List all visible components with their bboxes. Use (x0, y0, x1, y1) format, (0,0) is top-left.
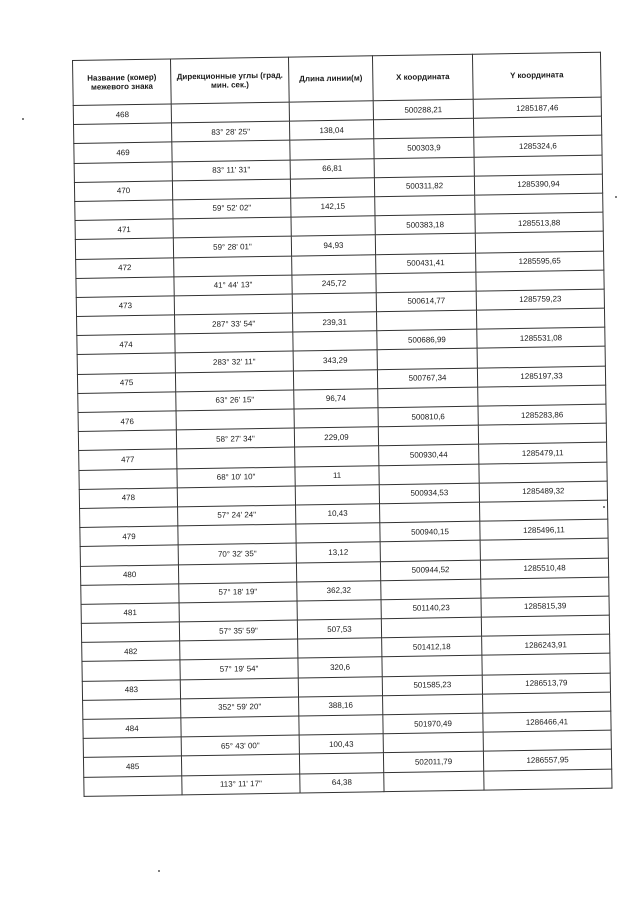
angle-empty (173, 217, 291, 238)
y-coordinate: 1285531,08 (477, 327, 605, 348)
y-coordinate: 1285489,32 (479, 481, 607, 502)
line-length: 64,38 (300, 772, 384, 793)
name-empty (74, 162, 172, 183)
document-sheet (72, 52, 612, 820)
y-empty (476, 308, 604, 329)
name-empty (78, 392, 176, 413)
y-coordinate: 1285283,86 (478, 404, 606, 425)
x-coordinate: 500930,44 (379, 445, 479, 466)
point-name: 483 (82, 680, 180, 701)
x-empty (376, 272, 476, 293)
angle-empty (178, 563, 296, 584)
x-empty (374, 157, 474, 178)
x-empty (375, 233, 475, 254)
x-coordinate: 500934,53 (379, 483, 479, 504)
name-empty (79, 468, 177, 489)
x-empty (380, 540, 480, 561)
point-name: 474 (77, 334, 175, 355)
point-name: 477 (79, 449, 177, 470)
line-length: 320,6 (298, 657, 382, 678)
direction-angle: 83° 28' 25" (172, 121, 290, 142)
y-empty (481, 615, 609, 636)
line-length: 362,32 (297, 580, 381, 601)
point-name: 484 (83, 718, 181, 739)
angle-empty (176, 409, 294, 430)
name-empty (81, 584, 179, 605)
angle-empty (175, 332, 293, 353)
y-empty (480, 538, 608, 559)
direction-angle: 57° 35' 59" (179, 620, 297, 641)
angle-empty (177, 486, 295, 507)
scan-speck (158, 870, 160, 872)
x-coordinate: 500431,41 (376, 253, 476, 274)
name-empty (83, 737, 181, 758)
x-empty (382, 656, 482, 677)
y-empty (482, 654, 610, 675)
boundary-coordinates-table (72, 52, 613, 797)
x-coordinate: 500614,77 (376, 291, 476, 312)
y-empty (478, 423, 606, 444)
y-coordinate: 1285496,11 (480, 519, 608, 540)
x-coordinate: 500767,34 (377, 368, 477, 389)
name-empty (75, 200, 173, 221)
header-name: Название (комер) межевого знака (73, 59, 172, 106)
direction-angle: 63° 26' 15" (176, 390, 294, 411)
x-coordinate: 501412,18 (382, 636, 482, 657)
angle-empty (172, 179, 290, 200)
point-name: 471 (75, 219, 173, 240)
x-empty (383, 694, 483, 715)
x-empty (377, 349, 477, 370)
table-body (73, 97, 612, 796)
y-empty (479, 500, 607, 521)
y-coordinate: 1285479,11 (479, 443, 607, 464)
x-empty (375, 195, 475, 216)
direction-angle: 59° 52' 02" (173, 198, 291, 219)
x-empty (376, 310, 476, 331)
x-empty (380, 502, 480, 523)
angle-empty (177, 447, 295, 468)
scan-speck (615, 196, 617, 198)
y-empty (483, 692, 611, 713)
point-name: 469 (74, 142, 172, 163)
x-coordinate: 500810,6 (378, 406, 478, 427)
length-empty (293, 331, 377, 352)
direction-angle: 57° 18' 19" (179, 582, 297, 603)
line-length: 142,15 (291, 197, 375, 218)
name-empty (77, 353, 175, 374)
name-empty (83, 699, 181, 720)
direction-angle: 352° 59' 20" (181, 697, 299, 718)
angle-empty (181, 754, 299, 775)
name-empty (78, 430, 176, 451)
angle-empty (171, 102, 289, 123)
length-empty (292, 254, 376, 275)
y-empty (479, 462, 607, 483)
angle-empty (181, 716, 299, 737)
name-empty (76, 277, 174, 298)
direction-angle: 41° 44' 13" (174, 275, 292, 296)
direction-angle: 58° 27' 34" (176, 428, 294, 449)
y-coordinate: 1285759,23 (476, 289, 604, 310)
name-empty (80, 507, 178, 528)
angle-empty (180, 639, 298, 660)
y-coordinate: 1285513,88 (475, 212, 603, 233)
point-name: 475 (77, 373, 175, 394)
point-name: 472 (76, 257, 174, 278)
y-coordinate: 1286513,79 (482, 673, 610, 694)
angle-empty (174, 294, 292, 315)
name-empty (82, 660, 180, 681)
header-x: X координата (372, 54, 473, 101)
y-coordinate: 1285595,65 (476, 251, 604, 272)
angle-empty (179, 601, 297, 622)
x-empty (383, 732, 483, 753)
direction-angle: 57° 19' 54" (180, 658, 298, 679)
y-empty (481, 577, 609, 598)
header-y: Y координата (472, 52, 601, 99)
line-length: 343,29 (293, 350, 377, 371)
x-empty (384, 771, 484, 792)
length-empty (299, 715, 383, 736)
name-empty (81, 622, 179, 643)
y-empty (477, 347, 605, 368)
x-empty (378, 425, 478, 446)
x-coordinate: 500944,52 (380, 560, 480, 581)
direction-angle: 83° 11' 31" (172, 160, 290, 181)
x-coordinate: 500303,9 (374, 138, 474, 159)
length-empty (298, 638, 382, 659)
length-empty (297, 600, 381, 621)
length-empty (293, 369, 377, 390)
y-coordinate: 1286243,91 (482, 634, 610, 655)
point-name: 473 (76, 296, 174, 317)
direction-angle: 283° 32' 11" (175, 352, 293, 373)
length-empty (290, 178, 374, 199)
x-coordinate: 501140,23 (381, 598, 481, 619)
angle-empty (172, 140, 290, 161)
y-coordinate: 1286557,95 (483, 749, 611, 770)
length-empty (292, 293, 376, 314)
line-length: 239,31 (293, 312, 377, 333)
x-coordinate: 500686,99 (377, 329, 477, 350)
point-name: 485 (83, 756, 181, 777)
line-length: 245,72 (292, 273, 376, 294)
name-empty (77, 315, 175, 336)
point-name: 482 (82, 641, 180, 662)
point-name: 479 (80, 526, 178, 547)
y-coordinate: 1285197,33 (477, 366, 605, 387)
line-length: 100,43 (299, 734, 383, 755)
line-length: 13,12 (296, 542, 380, 563)
point-name: 480 (80, 564, 178, 585)
y-coordinate: 1285187,46 (473, 97, 601, 118)
point-name: 476 (78, 411, 176, 432)
length-empty (296, 561, 380, 582)
y-empty (478, 385, 606, 406)
x-empty (381, 617, 481, 638)
line-length: 66,81 (290, 158, 374, 179)
y-empty (484, 769, 612, 790)
length-empty (291, 216, 375, 237)
y-empty (473, 116, 601, 137)
name-empty (74, 123, 172, 144)
angle-empty (175, 371, 293, 392)
length-empty (289, 101, 373, 122)
x-coordinate: 500288,21 (373, 99, 473, 120)
line-length: 138,04 (289, 120, 373, 141)
x-coordinate: 500311,82 (374, 176, 474, 197)
point-name: 478 (79, 488, 177, 509)
length-empty (296, 523, 380, 544)
y-empty (475, 231, 603, 252)
direction-angle: 113° 11' 17" (182, 774, 300, 795)
x-coordinate: 501585,23 (382, 675, 482, 696)
scan-speck (22, 118, 24, 120)
point-name: 470 (74, 181, 172, 202)
x-empty (379, 464, 479, 485)
y-coordinate: 1285324,6 (474, 136, 602, 157)
line-length: 94,93 (291, 235, 375, 256)
angle-empty (178, 524, 296, 545)
line-length: 388,16 (299, 696, 383, 717)
x-coordinate: 501970,49 (383, 713, 483, 734)
length-empty (294, 408, 378, 429)
length-empty (295, 446, 379, 467)
line-length: 229,09 (294, 427, 378, 448)
y-empty (475, 193, 603, 214)
y-coordinate: 1285815,39 (481, 596, 609, 617)
y-coordinate: 1285390,94 (474, 174, 602, 195)
length-empty (290, 139, 374, 160)
point-name: 481 (81, 603, 179, 624)
name-empty (75, 238, 173, 259)
y-empty (476, 270, 604, 291)
direction-angle: 287° 33' 54" (175, 313, 293, 334)
name-empty (84, 775, 182, 796)
header-length: Длина линии(м) (288, 56, 373, 102)
x-coordinate: 500383,18 (375, 214, 475, 235)
length-empty (299, 753, 383, 774)
direction-angle: 68° 10' 10" (177, 467, 295, 488)
angle-empty (174, 256, 292, 277)
scan-speck (603, 506, 605, 508)
direction-angle: 65° 43' 00" (181, 735, 299, 756)
x-empty (381, 579, 481, 600)
line-length: 507,53 (297, 619, 381, 640)
point-name: 468 (73, 104, 171, 125)
length-empty (295, 484, 379, 505)
x-empty (378, 387, 478, 408)
name-empty (80, 545, 178, 566)
header-angle: Дирекционные углы (град. мин. сек.) (170, 57, 289, 104)
y-coordinate: 1285510,48 (480, 558, 608, 579)
line-length: 96,74 (294, 389, 378, 410)
x-coordinate: 500940,15 (380, 521, 480, 542)
angle-empty (180, 678, 298, 699)
x-coordinate: 502011,79 (383, 751, 483, 772)
line-length: 11 (295, 465, 379, 486)
x-empty (373, 118, 473, 139)
y-empty (474, 155, 602, 176)
line-length: 10,43 (296, 504, 380, 525)
direction-angle: 57° 24' 24" (178, 505, 296, 526)
length-empty (298, 676, 382, 697)
direction-angle: 70° 32' 35" (178, 543, 296, 564)
y-empty (483, 730, 611, 751)
direction-angle: 59° 28' 01" (173, 236, 291, 257)
y-coordinate: 1286466,41 (483, 711, 611, 732)
